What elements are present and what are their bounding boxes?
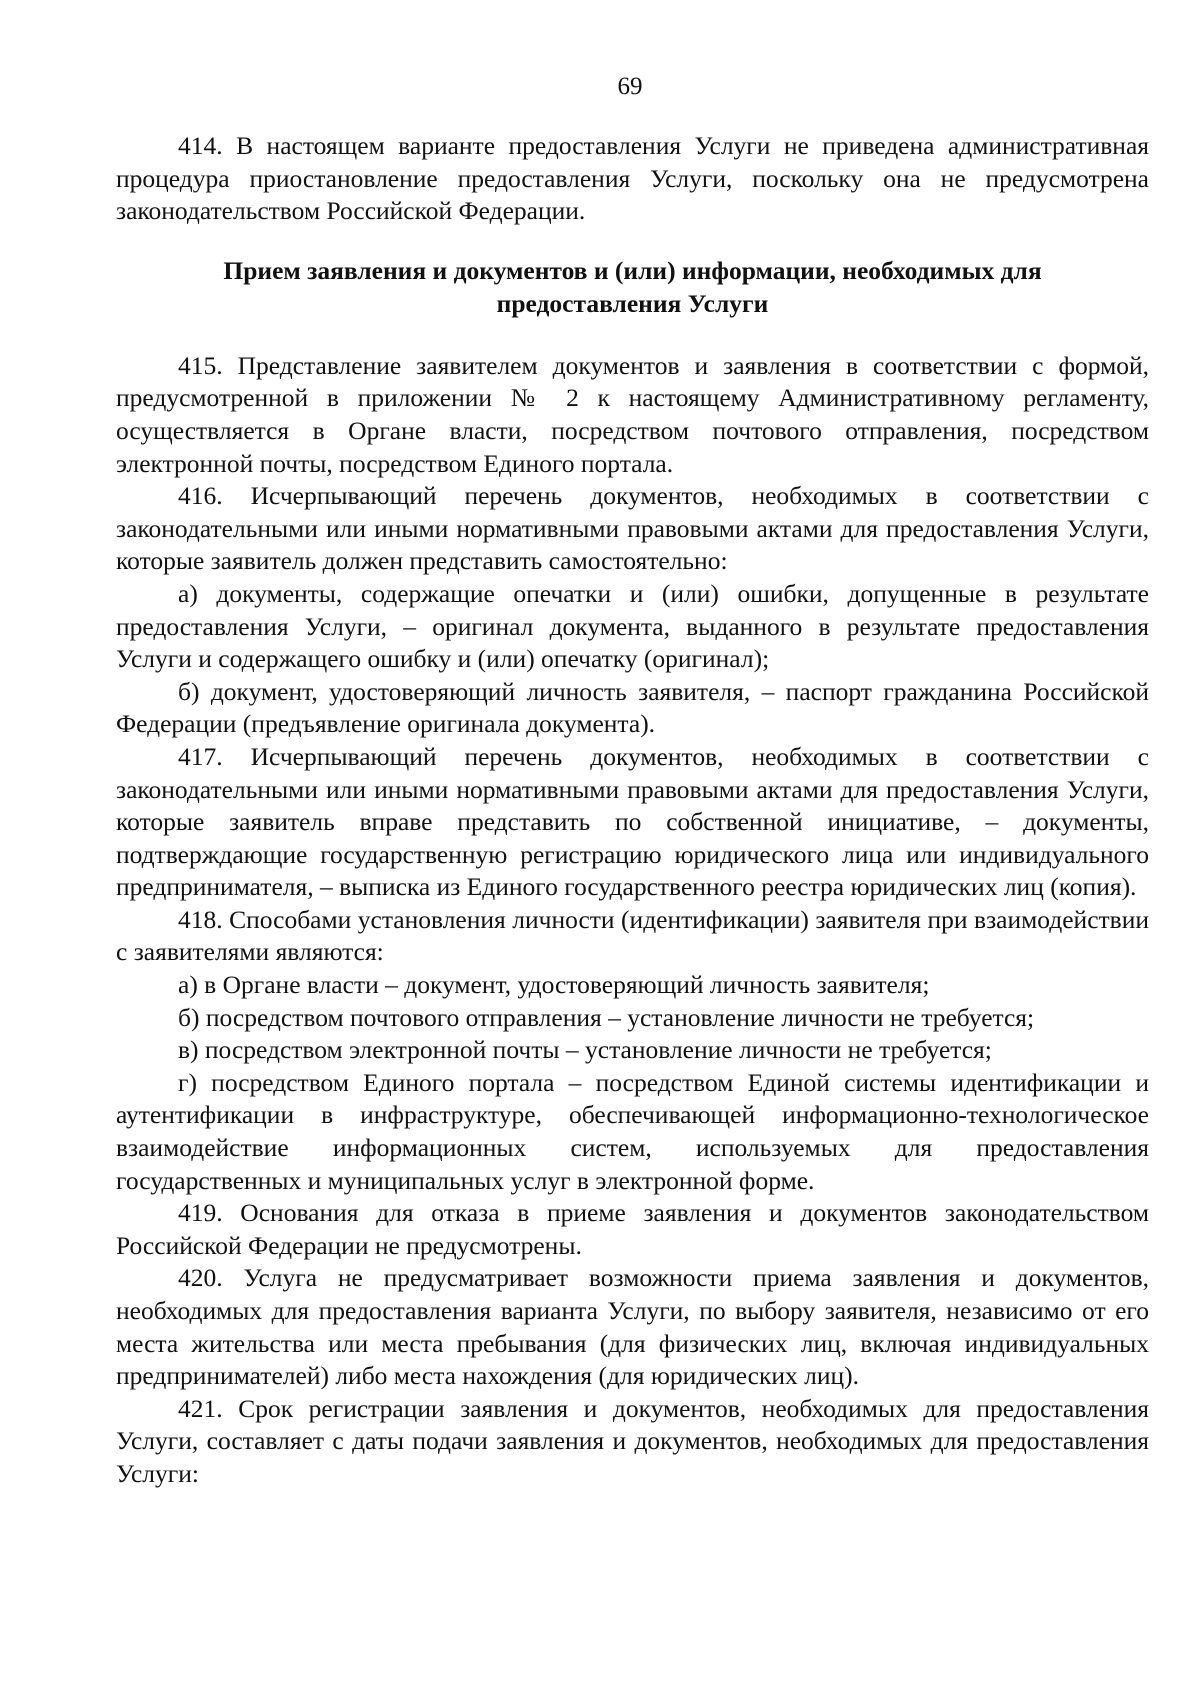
paragraph-420: 420. Услуга не предусматривает возможности приема заявления и документов, необходимых для предоставления варианта Услуги, по выбору заявителя, независимо от его места жительства или места пребывания (для физических лиц, включая индивидуальных предпринимателей) либо места нахождения (для юридических лиц).: [116, 1263, 1149, 1391]
paragraph-415: 415. Представление заявителем документов и заявления в соответствии с формой, предусмотренной в приложении № 2 к настоящему Административному регламенту, осуществляется в Органе власти, посредством почтового отправления, посредством электронной почты, посредством Единого портала.: [116, 350, 1149, 478]
paragraph-418-item-b: б) посредством почтового отправления – установление личности не требуется;: [178, 1002, 1035, 1032]
section-heading-line-1: Прием заявления и документов и (или) информации, необходимых для: [223, 255, 1042, 285]
paragraph-418-item-v: в) посредством электронной почты – установление личности не требуется;: [178, 1035, 992, 1065]
paragraph-419: 419. Основания для отказа в приеме заявления и документов законодательством Российской Федерации не предусмотрены.: [116, 1198, 1149, 1260]
paragraph-418: 418. Способами установления личности (идентификации) заявителя при взаимодействии с заявителями являются:: [116, 904, 1149, 967]
document-body: [116, 130, 1149, 1491]
paragraph-421: 421. Срок регистрации заявления и документов, необходимых для предоставления Услуги, составляет с даты подачи заявления и документов, необходимых для предоставления Услуги:: [116, 1393, 1149, 1488]
section-heading-line-2: предоставления Услуги: [496, 288, 769, 318]
section-heading: [116, 254, 1149, 320]
paragraph-414: 414. В настоящем варианте предоставления Услуги не приведена административная процедура приостановление предоставления Услуги, поскольку она не предусмотрена законодательством Российской Федерации.: [116, 131, 1149, 226]
paragraph-418-item-a: а) в Органе власти – документ, удостоверяющий личность заявителя;: [178, 970, 930, 1000]
paragraph-416-item-b: б) документ, удостоверяющий личность заявителя, – паспорт гражданина Российской Федерации (предъявление оригинала документа).: [116, 676, 1149, 739]
paragraph-416-item-a: а) документы, содержащие опечатки и (или) ошибки, допущенные в результате предоставления Услуги, – оригинал документа, выданного в результате предоставления Услуги и содержащего ошибку и (или) опечатку (оригинал);: [116, 578, 1149, 674]
paragraph-418-item-g: г) посредством Единого портала – посредством Единой системы идентификации и аутентификации в инфраструктуре, обеспечивающей информационно-технологическое взаимодействие информационных систем, используемых для предоставления государственных и муниципальных услуг в электронной форме.: [116, 1067, 1149, 1195]
paragraph-417: 417. Исчерпывающий перечень документов, необходимых в соответствии с законодательными или иными нормативными правовыми актами для предоставления Услуги, которые заявитель вправе представить по собственной инициативе, – документы, подтверждающие государственную регистрацию юридического лица или индивидуального предпринимателя, – выписка из Единого государственного реестра юридических лиц (копия).: [116, 741, 1149, 902]
paragraph-416: 416. Исчерпывающий перечень документов, необходимых в соответствии с законодательными или иными нормативными правовыми актами для предоставления Услуги, которые заявитель должен представить самостоятельно:: [116, 481, 1149, 576]
page-number: 69: [617, 73, 643, 100]
